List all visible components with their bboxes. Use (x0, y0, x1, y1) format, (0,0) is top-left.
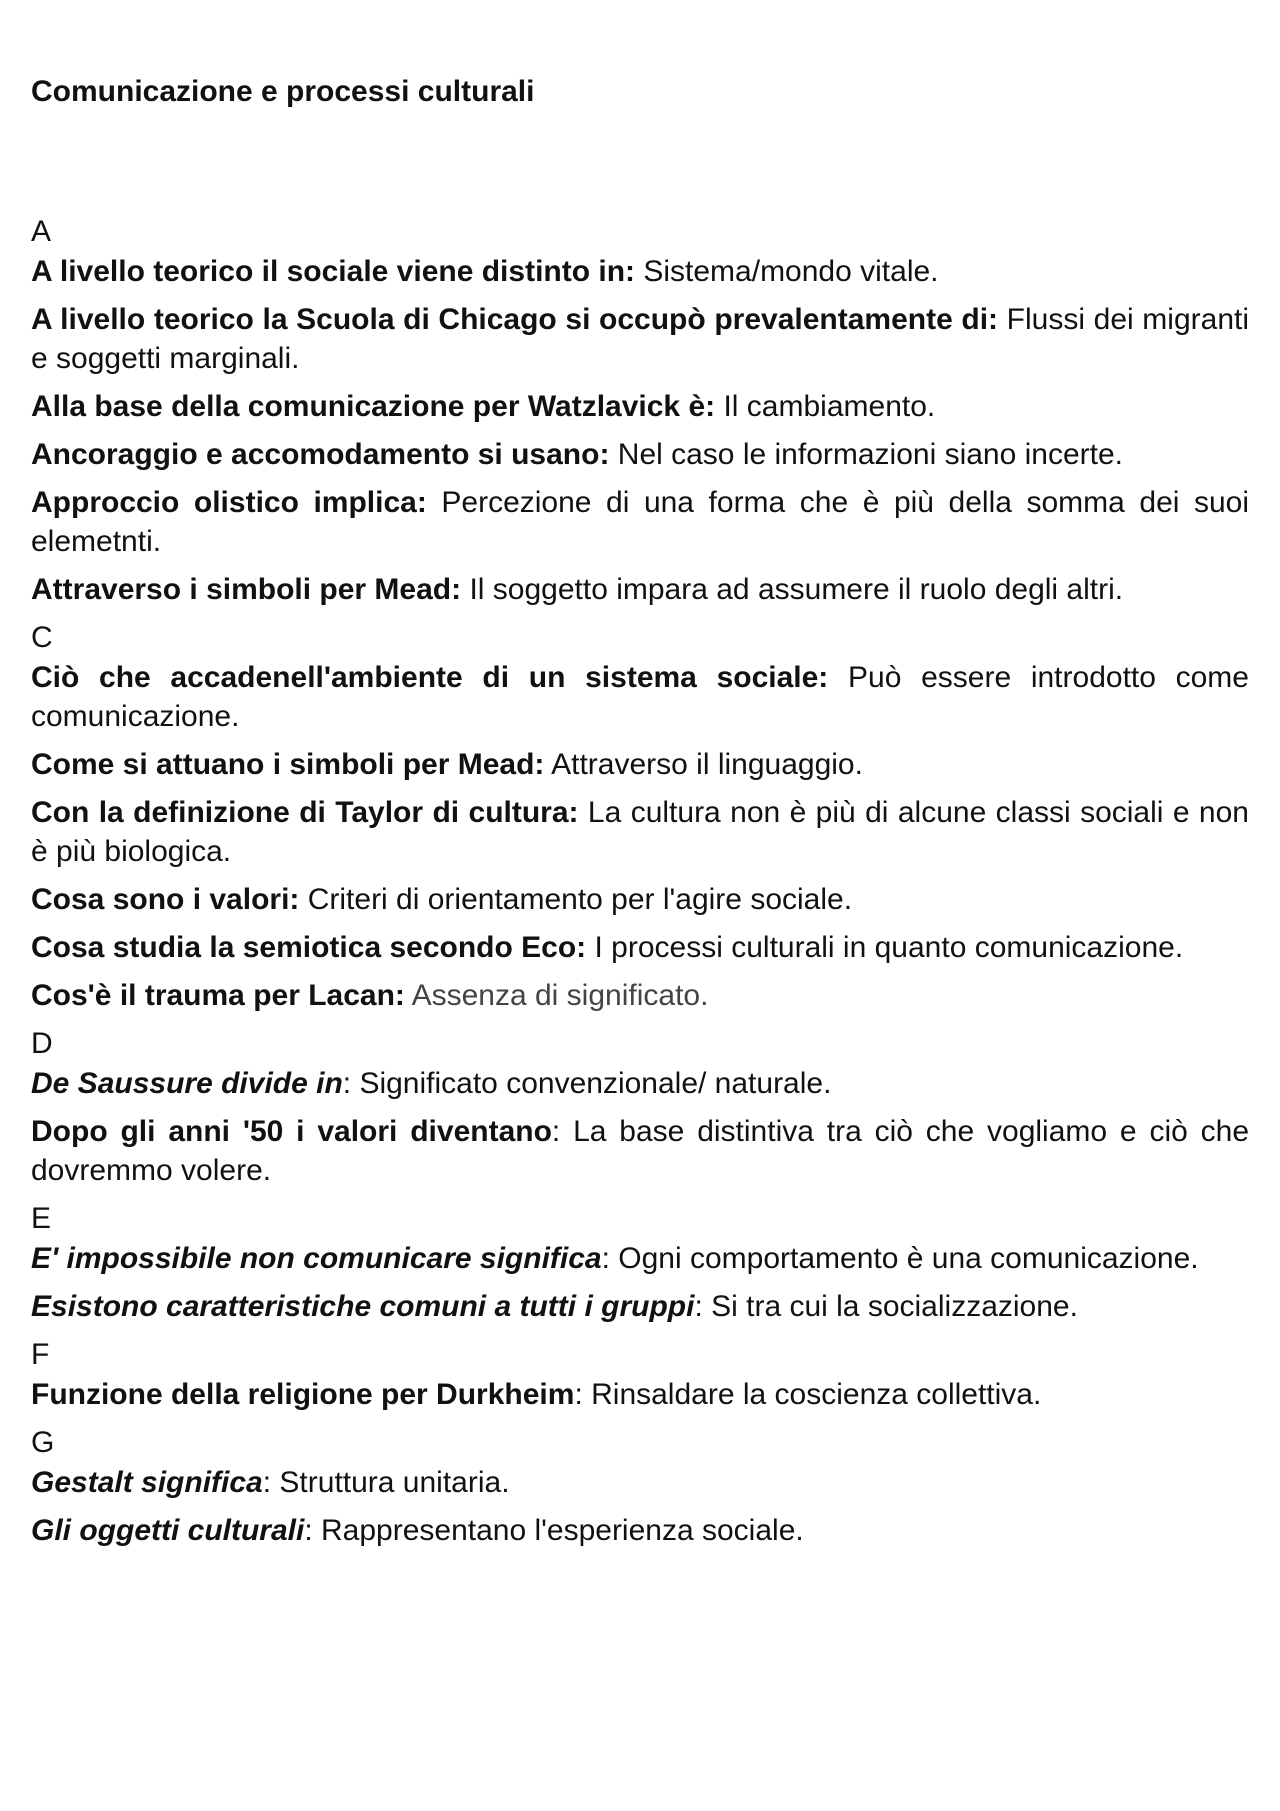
entry-question: Esistono caratteristiche comuni a tutti i gruppi (31, 1290, 695, 1323)
entry-answer: Assenza di significato. (404, 979, 709, 1012)
entry-question: A livello teorico la Scuola di Chicago si occupò prevalentamente di: (31, 303, 999, 336)
entry-answer: : La base distintiva tra ciò che vogliamo e ciò che dovremmo volere. (31, 1115, 1249, 1187)
document-title: Comunicazione e processi culturali (31, 75, 535, 108)
glossary-entry (31, 1511, 1249, 1550)
glossary-section (31, 618, 1249, 1015)
entry-question: Gestalt significa (31, 1466, 263, 1499)
entry-question: Cos'è il trauma per Lacan: (31, 979, 405, 1012)
glossary-section (31, 1335, 1249, 1414)
entry-answer: : Si tra cui la socializzazione. (694, 1290, 1078, 1323)
glossary-entry (31, 745, 1249, 784)
glossary-entry (31, 1287, 1249, 1326)
section-letter: F (31, 1338, 50, 1371)
title-spacer (31, 112, 1249, 212)
entry-question: Dopo gli anni '50 i valori diventano (31, 1115, 552, 1148)
entry-answer: Attraverso il linguaggio. (544, 748, 863, 781)
entry-question: Cosa studia la semiotica secondo Eco: (31, 931, 587, 964)
glossary-entry (31, 483, 1249, 561)
glossary-entry (31, 387, 1249, 426)
glossary-entry (31, 928, 1249, 967)
entry-answer: : Rinsaldare la coscienza collettiva. (574, 1378, 1042, 1411)
entry-answer: : Rappresentano l'esperienza sociale. (304, 1514, 804, 1547)
entry-question: Attraverso i simboli per Mead: (31, 573, 462, 606)
glossary-section (31, 1024, 1249, 1190)
entry-answer: : Significato convenzionale/ naturale. (342, 1067, 832, 1100)
glossary-entry (31, 1463, 1249, 1502)
entry-answer: Flussi dei migranti e soggetti marginali. (31, 303, 1250, 375)
glossary-sections (31, 212, 1249, 1550)
glossary-section (31, 212, 1249, 609)
glossary-entry (31, 880, 1249, 919)
entry-question: De Saussure divide in (31, 1067, 343, 1100)
entry-answer: : Struttura unitaria. (262, 1466, 510, 1499)
entry-answer: Criteri di orientamento per l'agire sociale. (299, 883, 853, 916)
entry-answer: Il soggetto impara ad assumere il ruolo degli altri. (461, 573, 1124, 606)
entry-answer: Sistema/mondo vitale. (635, 255, 939, 288)
entry-answer: Nel caso le informazioni siano incerte. (609, 438, 1124, 471)
document-page (31, 72, 1249, 1559)
entry-answer: I processi culturali in quanto comunicazione. (586, 931, 1184, 964)
glossary-entry (31, 1064, 1249, 1103)
section-letter: E (31, 1202, 52, 1235)
glossary-entry (31, 252, 1249, 291)
entry-question: A livello teorico il sociale viene distinto in: (31, 255, 636, 288)
glossary-entry (31, 658, 1249, 736)
entry-question: Alla base della comunicazione per Watzlavick è: (31, 390, 716, 423)
entry-answer: La cultura non è più di alcune classi sociali e non è più biologica. (31, 796, 1249, 868)
entry-answer: : Ogni comportamento è una comunicazione. (601, 1242, 1199, 1275)
entry-answer: Percezione di una forma che è più della somma dei suoi elemetnti. (31, 486, 1249, 558)
section-letter: D (31, 1027, 53, 1060)
section-letter: G (31, 1426, 55, 1459)
glossary-entry (31, 976, 1249, 1015)
glossary-entry (31, 570, 1249, 609)
section-letter: A (31, 215, 52, 248)
entry-question: Funzione della religione per Durkheim (31, 1378, 575, 1411)
entry-question: Cosa sono i valori: (31, 883, 300, 916)
glossary-entry (31, 435, 1249, 474)
entry-question: Come si attuano i simboli per Mead: (31, 748, 545, 781)
glossary-entry (31, 300, 1249, 378)
glossary-entry (31, 793, 1249, 871)
entry-question: Ancoraggio e accomodamento si usano: (31, 438, 610, 471)
glossary-entry (31, 1112, 1249, 1190)
entry-question: Con la definizione di Taylor di cultura: (31, 796, 579, 829)
entry-question: Approccio olistico implica: (31, 486, 427, 519)
glossary-entry (31, 1239, 1249, 1278)
glossary-section (31, 1423, 1249, 1550)
glossary-section (31, 1199, 1249, 1326)
glossary-entry (31, 1375, 1249, 1414)
entry-answer: Può essere introdotto come comunicazione. (31, 661, 1249, 733)
entry-question: Ciò che accadenell'ambiente di un sistema sociale: (31, 661, 829, 694)
entry-question: E' impossibile non comunicare significa (31, 1242, 602, 1275)
section-letter: C (31, 621, 53, 654)
entry-answer: Il cambiamento. (715, 390, 936, 423)
entry-question: Gli oggetti culturali (31, 1514, 305, 1547)
